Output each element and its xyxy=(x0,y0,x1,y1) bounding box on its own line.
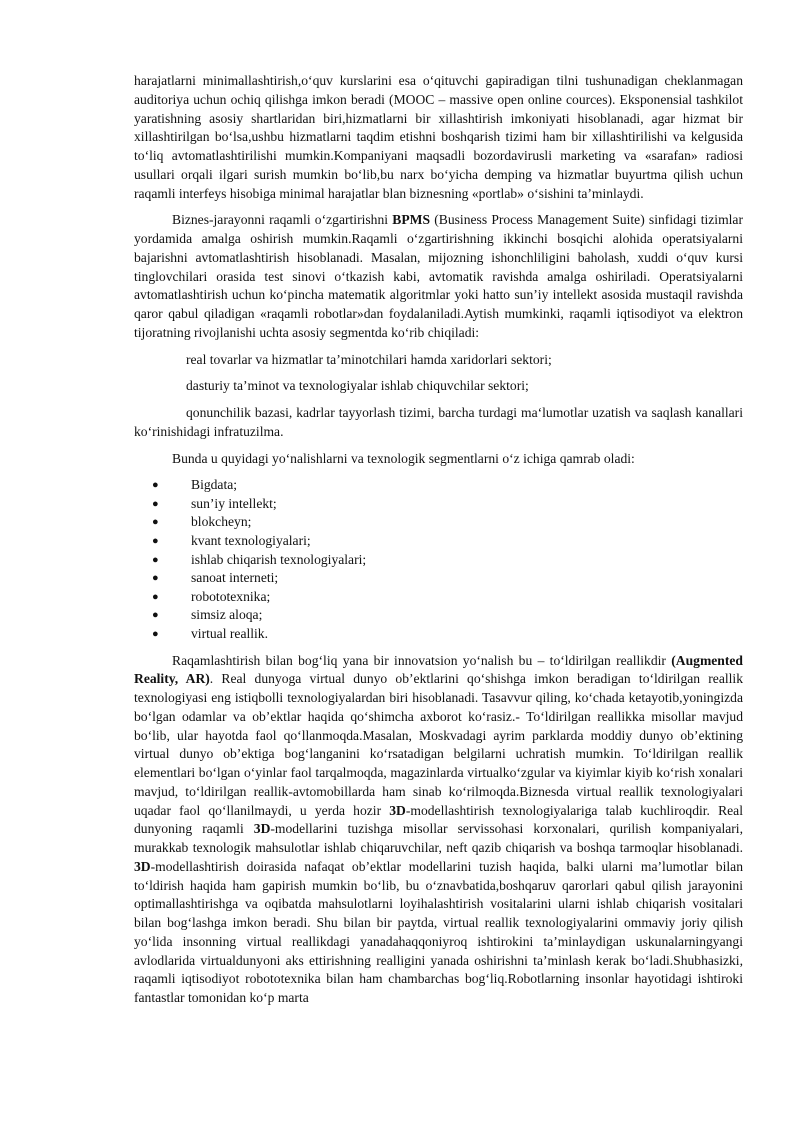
document-page xyxy=(134,72,743,1016)
bullet-icon: ● xyxy=(152,497,159,510)
ar-text-c: -modellashtirish texnologiyalariga talab kuchliroqdir. Real dunyoning raqamli xyxy=(134,802,743,837)
list-item-label: simsiz aloqa; xyxy=(191,607,263,623)
bullet-icon: ● xyxy=(152,553,159,566)
paragraph-costs: harajatlarni minimallashtirish,o‘quv kurslarini esa o‘qituvchi gapiradigan tilni tushunadigan cheklanmagan auditoriya uchun ochiq qilishga imkon beradi (MOOC – massive open online cources). Eksponensial tashkilot yaratishning asosiy shartlaridan biri,hizmatlarni bir xillashtirish imkoniyati hisoblanadi, agar hizmat bir xillashtirilgan bo‘lsa,ushbu hizmatlarni taqdim etishni boshqarish tizimi ham bir xillashtirilishi va kelgusida to‘liq avtomatlashtirilishi mumkin.Kompaniyani maqsadli bozordavirusli marketing va «sarafan» radiosi usullari orqali ilgari surish mumkin bo‘lib,bu narx bo‘yicha demping va hizmatlar buyurtma qilish uchun raqamli interfeys hisobiga minimal harajatlar blan biznesning «portlab» o‘sishini ta’minlaydi. xyxy=(134,73,743,201)
list-item xyxy=(134,606,743,625)
list-item-label: blokcheyn; xyxy=(191,514,252,530)
list-item-label: ishlab chiqarish texnologiyalari; xyxy=(191,551,367,567)
paragraph-bpms xyxy=(134,211,743,342)
list-item-label: robototexnika; xyxy=(191,588,271,604)
bullet-icon: ● xyxy=(152,479,159,492)
list-item xyxy=(134,513,743,532)
segment-infrastructure: qonunchilik bazasi, kadrlar tayyorlash tizimi, barcha turdagi maʻlumotlar uzatish va saqlash kanallari ko‘rinishidagi infratuzilma. xyxy=(134,405,743,439)
list-item-label: sanoat interneti; xyxy=(191,570,279,586)
technology-list xyxy=(134,476,743,643)
bullet-icon: ● xyxy=(152,609,159,622)
bullet-icon: ● xyxy=(152,516,159,529)
list-item-label: virtual reallik. xyxy=(191,626,269,641)
ar-bold-term: (Augmented Reality, AR) xyxy=(134,652,743,687)
ar-bold-3d-3: 3D xyxy=(134,858,151,874)
ar-text-e: -modellashtirish doirasida nafaqat ob’ektlar modellarini tuzish haqida, balki ularni ma’lumotlar bilan to‘ldirish haqida ham gapirish mumkin bo‘lib, bu o‘znavbatida,boshqaruv qarorlari qabul qilish jarayonini optimallashtirishga va oqibatda mahsulotlarni loyihalashtirish vositalarini ularni ishlab chiqarish vositalari bilan bog‘lashga imkon beradi. Shu bilan bir paytda, virtual reallik texnologiyalarini ommaviy joriy qilish yo‘lida insonning virtual reallikdagi yanadahaqqoniyroq ishtirokini ta’minlaydigan uskunalarningyangi avlodlarida virtualdunyoni aks ettirishning realligini yanada oshirishni ta’minlash kerak bo‘ladi.Shubhasizki, raqamli iqtisodiyot robototexnika bilan ham chambarchas bog‘liq.Robotlarning insonlar hayotidagi ishtiroki fantastlar tomonidan ko‘p marta xyxy=(134,858,743,1006)
ar-text-b: . Real dunyoga virtual dunyo ob’ektlarini qo‘shishga imkon beradigan to‘ldirilgan reallik texnologiyasi eng istiqbolli texnologiyalardan biri hisoblanadi. Tasavvur qiling, ko‘chada ketayotib,yoningizda bo‘lgan odamlar va ob’ektlar haqida qo‘shimcha axborot ko‘rasiz.- To‘ldirilgan reallikka misollar mavjud bo‘lib, ular hayotda faol qo‘llanmoqda.Masalan, Moskvadagi ayrim parklarda moddiy dunyo ob’ektining virtual dunyo ob’ektiga bog‘langanini ko‘rsatadigan belgilarni uchratish mumkin. To‘ldirilgan reallik elementlari bo‘lgan o‘yinlar faol tarqalmoqda, magazinlarda virtualko‘zgular va kiyimlar kiyib ko‘rish xonalari mavjud, to‘ldirilgan reallik-avtomobillarda ham sinab ko‘rilmoqda.Biznesda virtual reallik texnologiyalari uqadar faol qo‘llanilmaydi, u yerda hozir xyxy=(134,671,744,818)
bpms-bold: BPMS xyxy=(392,212,431,228)
list-item xyxy=(134,476,743,495)
list-item-label: sun’iy intellekt; xyxy=(191,495,277,511)
segment-real-goods: real tovarlar va hizmatlar ta’minotchilari hamda xaridorlari sektori; xyxy=(186,351,552,367)
bullet-icon: ● xyxy=(152,628,159,640)
list-item-label: Bigdata; xyxy=(191,477,238,493)
bpms-text-a: Biznes-jarayonni raqamli o‘zgartirishni xyxy=(172,212,393,228)
list-item xyxy=(134,625,743,644)
ar-text-a: Raqamlashtirish bilan bog‘liq yana bir innovatsion yo‘nalish bu – to‘ldirilgan reallikdir xyxy=(172,652,672,668)
segment-software: dasturiy ta’minot va texnologiyalar ishlab chiquvchilar sektori; xyxy=(186,378,529,394)
ar-text-d: -modellarini tuzishga misollar servissohasi korxonalari, qurilish kompaniyalari, murakkab texnologik mahsulotlar ishlab chiqaruvchilar, neft qazib chiqarish va boshqa tarmoqlar hisoblanadi. xyxy=(134,821,743,856)
list-item xyxy=(134,495,743,514)
list-item xyxy=(134,569,743,588)
ar-bold-3d-1: 3D xyxy=(389,802,406,818)
paragraph-augmented-reality xyxy=(134,652,743,1008)
ar-bold-3d-2: 3D xyxy=(253,821,271,837)
bullet-icon: ● xyxy=(152,572,159,585)
bullet-icon: ● xyxy=(152,590,159,603)
list-item xyxy=(134,588,743,607)
list-item xyxy=(134,551,743,570)
list-item xyxy=(134,532,743,551)
list-item-label: kvant texnologiyalari; xyxy=(191,533,311,549)
bpms-text-b: (Business Process Management Suite) sinfidagi tizimlar yordamida amalga oshirish mumkin.Raqamli o‘zgartirishning ikkinchi bosqichi alohida operatsiyalarni bajarishni avtomatlashtirish hisoblanadi. Masalan, mijozning ishonchliligini baholash, xuddi o‘quv kursi tinglovchilari orasida test sinovi o‘tkazish kabi, avtomatik ravishda amalga oshiriladi. Operatsiyalarni avtomatlashtirish uchun ko‘pincha matematik algoritmlar yoki hatto sun’iy intellekt asosida mustaqil ravishda qaror qabul qiladigan «raqamli robotlar»dan foydalaniladi.Aytish mumkinki, raqamli iqtisodiyot va elektron tijoratning rivojlanishi uchta asosiy segmentda ko‘rib chiqiladi: xyxy=(134,212,743,340)
paragraph-directions-intro: Bunda u quyidagi yo‘nalishlarni va texnologik segmentlarni o‘z ichiga qamrab oladi: xyxy=(172,450,635,466)
bullet-icon: ● xyxy=(152,535,159,548)
